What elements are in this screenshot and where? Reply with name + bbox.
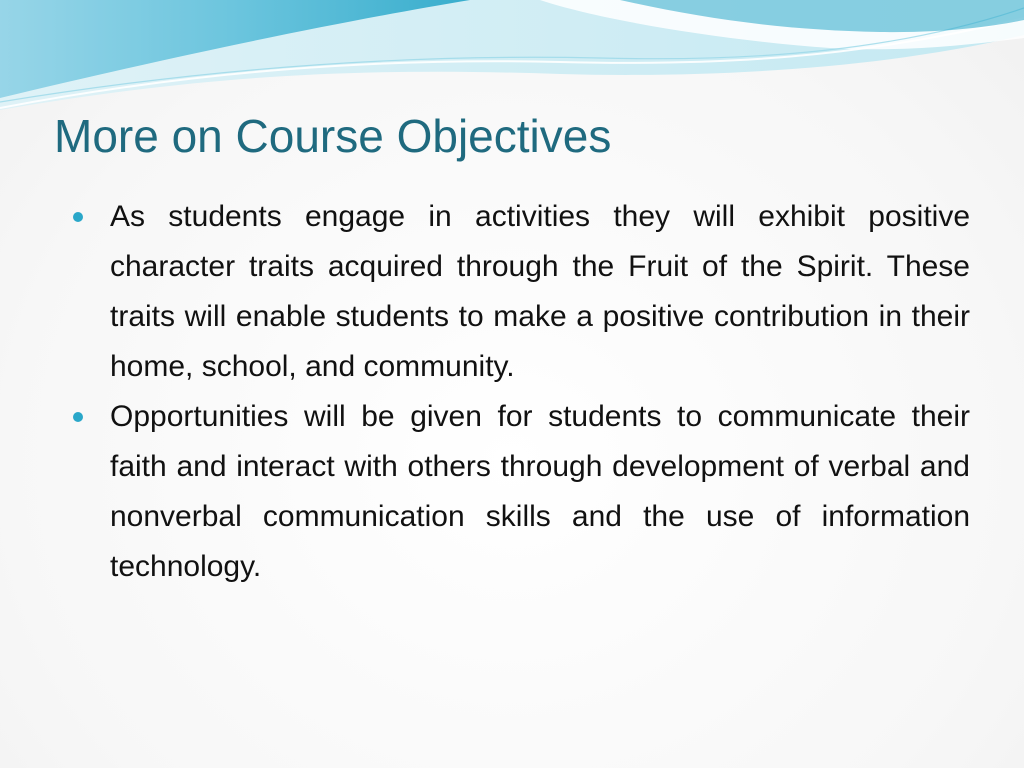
slide-title: More on Course Objectives	[54, 110, 612, 162]
bullet-text-1: As students engage in activities they will exhibit positive character traits acquired through the Fruit of the Spirit. These traits will enable students to make a positive contribution in their home, school, and community.	[110, 200, 970, 383]
bullet-list	[70, 192, 970, 592]
bullet-text-2: Opportunities will be given for students to communicate their faith and interact with others through development of verbal and nonverbal communication skills and the use of information technology.	[110, 400, 970, 583]
bullet-dot-icon	[73, 212, 83, 222]
bullet-item-1	[70, 192, 970, 392]
bullet-dot-icon	[73, 412, 83, 422]
bullet-item-2	[70, 392, 970, 592]
